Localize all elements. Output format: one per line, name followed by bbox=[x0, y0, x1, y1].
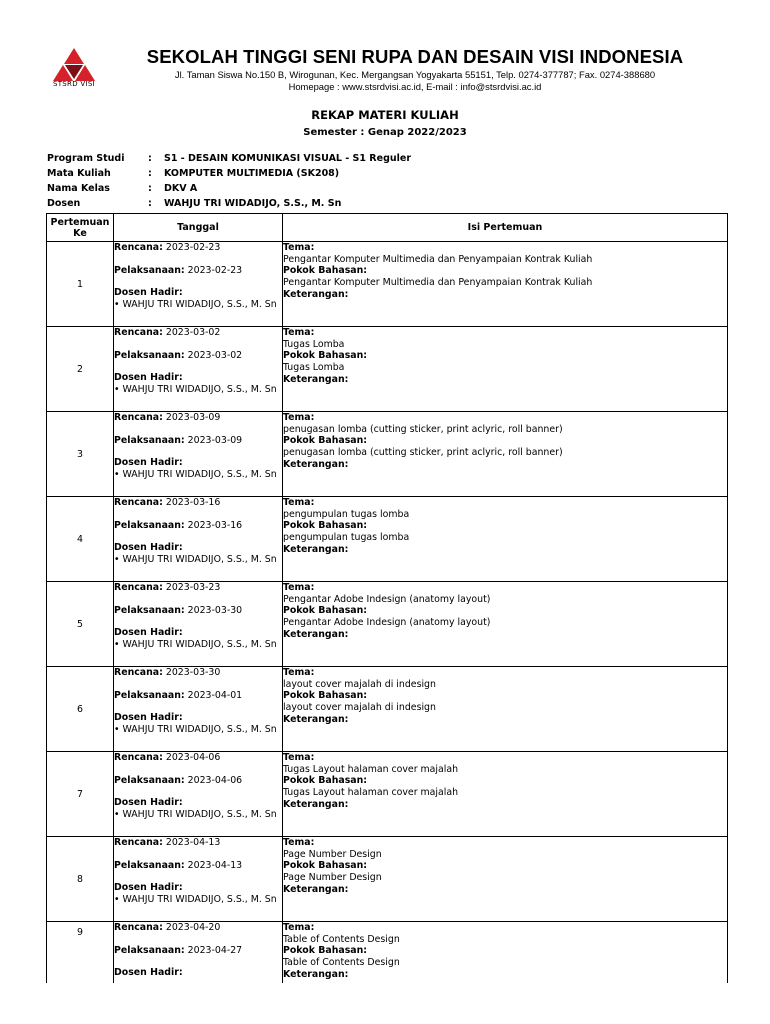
logo-caption: STSRD VISI bbox=[52, 80, 95, 88]
info-row-nama-kelas bbox=[47, 183, 727, 198]
rencana-date: 2023-03-16 bbox=[165, 497, 221, 508]
pelaksanaan-date: 2023-04-01 bbox=[187, 689, 243, 701]
pelaksanaan-label: Pelaksanaan: bbox=[114, 689, 185, 701]
keterangan-label: Keterangan: bbox=[283, 543, 349, 555]
pelaksanaan-label: Pelaksanaan: bbox=[114, 519, 185, 531]
pelaksanaan-label: Pelaksanaan: bbox=[114, 774, 185, 786]
dosen-hadir-name: • WAHJU TRI WIDADIJO, S.S., M. Sn bbox=[114, 299, 277, 311]
tema-label: Tema: bbox=[283, 242, 315, 253]
tema-text: pengumpulan tugas lomba bbox=[283, 508, 410, 520]
info-label: Dosen bbox=[47, 198, 81, 209]
header-isi: Isi Pertemuan bbox=[283, 214, 728, 242]
tema-text: Pengantar Adobe Indesign (anatomy layout) bbox=[283, 593, 491, 605]
course-info bbox=[47, 153, 727, 213]
content-cell bbox=[283, 837, 728, 922]
tema-text: Page Number Design bbox=[283, 848, 382, 860]
info-colon: : bbox=[148, 198, 152, 209]
pelaksanaan-date: 2023-04-13 bbox=[187, 859, 243, 871]
content-cell bbox=[283, 242, 728, 327]
date-cell bbox=[114, 752, 283, 837]
dosen-hadir-label: Dosen Hadir: bbox=[114, 967, 183, 979]
info-colon: : bbox=[148, 183, 152, 194]
pokok-bahasan-label: Pokok Bahasan: bbox=[283, 265, 368, 277]
pokok-bahasan-label: Pokok Bahasan: bbox=[283, 435, 368, 447]
pokok-bahasan-text: Tugas Layout halaman cover majalah bbox=[283, 787, 459, 799]
rencana-label: Rencana: bbox=[114, 752, 163, 763]
pelaksanaan-date: 2023-04-27 bbox=[187, 944, 243, 956]
logo-triangle-top bbox=[64, 48, 84, 64]
rencana-date: 2023-04-20 bbox=[165, 922, 221, 933]
info-colon: : bbox=[148, 153, 152, 164]
pelaksanaan-label: Pelaksanaan: bbox=[114, 604, 185, 616]
dosen-hadir-label: Dosen Hadir: bbox=[114, 457, 183, 469]
rekap-table bbox=[46, 213, 728, 983]
keterangan-label: Keterangan: bbox=[283, 288, 349, 300]
keterangan-label: Keterangan: bbox=[283, 798, 349, 810]
content-cell bbox=[283, 327, 728, 412]
tema-label: Tema: bbox=[283, 327, 315, 338]
tema-label: Tema: bbox=[283, 582, 315, 593]
rencana-label: Rencana: bbox=[114, 497, 163, 508]
tema-text: Tugas Lomba bbox=[283, 338, 345, 350]
date-cell bbox=[114, 412, 283, 497]
content-cell bbox=[283, 497, 728, 582]
info-label: Mata Kuliah bbox=[47, 168, 111, 179]
tema-label: Tema: bbox=[283, 667, 315, 678]
dosen-hadir-name: • WAHJU TRI WIDADIJO, S.S., M. Sn bbox=[114, 554, 277, 566]
info-colon: : bbox=[148, 168, 152, 179]
table-row bbox=[47, 582, 728, 667]
pelaksanaan-date: 2023-03-02 bbox=[187, 349, 243, 361]
dosen-hadir-label: Dosen Hadir: bbox=[114, 882, 183, 894]
pokok-bahasan-text: Pengantar Komputer Multimedia dan Penyampaian Kontrak Kuliah bbox=[283, 277, 593, 289]
rencana-label: Rencana: bbox=[114, 922, 163, 933]
rencana-label: Rencana: bbox=[114, 667, 163, 678]
pokok-bahasan-label: Pokok Bahasan: bbox=[283, 775, 368, 787]
rencana-label: Rencana: bbox=[114, 837, 163, 848]
dosen-hadir-name: • WAHJU TRI WIDADIJO, S.S., M. Sn bbox=[114, 639, 277, 651]
content-cell bbox=[283, 752, 728, 837]
rencana-label: Rencana: bbox=[114, 582, 163, 593]
pokok-bahasan-text: Pengantar Adobe Indesign (anatomy layout) bbox=[283, 617, 491, 629]
pelaksanaan-date: 2023-04-06 bbox=[187, 774, 243, 786]
table-row bbox=[47, 752, 728, 837]
rencana-date: 2023-04-13 bbox=[165, 837, 221, 848]
tema-text: Table of Contents Design bbox=[283, 933, 400, 945]
rencana-date: 2023-03-23 bbox=[165, 582, 221, 593]
content-cell bbox=[283, 582, 728, 667]
rencana-date: 2023-03-09 bbox=[165, 412, 221, 423]
keterangan-label: Keterangan: bbox=[283, 628, 349, 640]
pokok-bahasan-label: Pokok Bahasan: bbox=[283, 860, 368, 872]
header-pertemuan: Pertemuan Ke bbox=[47, 214, 114, 242]
info-label: Nama Kelas bbox=[47, 183, 110, 194]
meeting-number: 3 bbox=[47, 412, 114, 497]
table-header-row bbox=[47, 214, 728, 242]
pokok-bahasan-text: Page Number Design bbox=[283, 872, 382, 884]
info-value: DKV A bbox=[164, 183, 198, 194]
date-cell bbox=[114, 242, 283, 327]
info-row-mata-kuliah bbox=[47, 168, 727, 183]
institution-homepage: Homepage : www.stsrdvisi.ac.id, E-mail : info@stsrdvisi.ac.id bbox=[288, 81, 542, 92]
date-cell bbox=[114, 922, 283, 984]
keterangan-label: Keterangan: bbox=[283, 968, 349, 980]
dosen-hadir-name: • WAHJU TRI WIDADIJO, S.S., M. Sn bbox=[114, 469, 277, 481]
pokok-bahasan-text: Tugas Lomba bbox=[283, 362, 345, 374]
tema-text: Pengantar Komputer Multimedia dan Penyampaian Kontrak Kuliah bbox=[283, 253, 593, 265]
info-value: WAHJU TRI WIDADIJO, S.S., M. Sn bbox=[164, 198, 342, 209]
date-cell bbox=[114, 582, 283, 667]
document-title: REKAP MATERI KULIAH bbox=[311, 108, 459, 122]
dosen-hadir-label: Dosen Hadir: bbox=[114, 287, 183, 299]
pokok-bahasan-text: penugasan lomba (cutting sticker, print aclyric, roll banner) bbox=[283, 447, 563, 459]
dosen-hadir-label: Dosen Hadir: bbox=[114, 542, 183, 554]
pelaksanaan-date: 2023-03-30 bbox=[187, 604, 243, 616]
date-cell bbox=[114, 837, 283, 922]
tema-label: Tema: bbox=[283, 922, 315, 933]
pelaksanaan-date: 2023-03-09 bbox=[187, 434, 243, 446]
meeting-number: 4 bbox=[47, 497, 114, 582]
pokok-bahasan-label: Pokok Bahasan: bbox=[283, 690, 368, 702]
pelaksanaan-date: 2023-02-23 bbox=[187, 264, 243, 276]
pelaksanaan-label: Pelaksanaan: bbox=[114, 944, 185, 956]
date-cell bbox=[114, 327, 283, 412]
rencana-date: 2023-03-30 bbox=[165, 667, 221, 678]
info-label: Program Studi bbox=[47, 153, 125, 164]
date-cell bbox=[114, 497, 283, 582]
pokok-bahasan-text: Table of Contents Design bbox=[283, 957, 400, 969]
meeting-number: 2 bbox=[47, 327, 114, 412]
table-row bbox=[47, 412, 728, 497]
table-body bbox=[47, 242, 728, 984]
dosen-hadir-label: Dosen Hadir: bbox=[114, 372, 183, 384]
info-value: S1 - DESAIN KOMUNIKASI VISUAL - S1 Reguler bbox=[164, 153, 412, 164]
tema-label: Tema: bbox=[283, 497, 315, 508]
pokok-bahasan-label: Pokok Bahasan: bbox=[283, 945, 368, 957]
tema-label: Tema: bbox=[283, 412, 315, 423]
meeting-number: 1 bbox=[47, 242, 114, 327]
rencana-date: 2023-02-23 bbox=[165, 242, 221, 253]
rencana-label: Rencana: bbox=[114, 327, 163, 338]
content-cell bbox=[283, 667, 728, 752]
tema-text: Tugas Layout halaman cover majalah bbox=[283, 763, 459, 775]
tema-text: layout cover majalah di indesign bbox=[283, 678, 436, 690]
dosen-hadir-name: • WAHJU TRI WIDADIJO, S.S., M. Sn bbox=[114, 724, 277, 736]
meeting-number: 6 bbox=[47, 667, 114, 752]
dosen-hadir-label: Dosen Hadir: bbox=[114, 627, 183, 639]
table-row bbox=[47, 242, 728, 327]
pelaksanaan-label: Pelaksanaan: bbox=[114, 859, 185, 871]
tema-label: Tema: bbox=[283, 837, 315, 848]
tema-text: penugasan lomba (cutting sticker, print aclyric, roll banner) bbox=[283, 423, 563, 435]
table-row bbox=[47, 837, 728, 922]
institution-name: SEKOLAH TINGGI SENI RUPA DAN DESAIN VISI INDONESIA bbox=[146, 46, 684, 67]
institution-address: Jl. Taman Siswa No.150 B, Wirogunan, Kec. Mergangsan Yogyakarta 55151, Telp. 0274-377787; Fax. 0274-388680 bbox=[174, 69, 656, 80]
table-row bbox=[47, 667, 728, 752]
info-value: KOMPUTER MULTIMEDIA (SK208) bbox=[164, 168, 340, 179]
pokok-bahasan-label: Pokok Bahasan: bbox=[283, 520, 368, 532]
header-tanggal: Tanggal bbox=[114, 214, 283, 242]
info-row-program-studi bbox=[47, 153, 727, 168]
table-row bbox=[47, 327, 728, 412]
keterangan-label: Keterangan: bbox=[283, 458, 349, 470]
meeting-number: 9 bbox=[47, 922, 114, 984]
keterangan-label: Keterangan: bbox=[283, 713, 349, 725]
pokok-bahasan-label: Pokok Bahasan: bbox=[283, 605, 368, 617]
pelaksanaan-label: Pelaksanaan: bbox=[114, 349, 185, 361]
pelaksanaan-date: 2023-03-16 bbox=[187, 519, 243, 531]
meeting-number: 8 bbox=[47, 837, 114, 922]
dosen-hadir-name: • WAHJU TRI WIDADIJO, S.S., M. Sn bbox=[114, 809, 277, 821]
content-cell bbox=[283, 412, 728, 497]
pokok-bahasan-label: Pokok Bahasan: bbox=[283, 350, 368, 362]
content-cell bbox=[283, 922, 728, 984]
keterangan-label: Keterangan: bbox=[283, 373, 349, 385]
meeting-number: 7 bbox=[47, 752, 114, 837]
rencana-label: Rencana: bbox=[114, 412, 163, 423]
pokok-bahasan-text: layout cover majalah di indesign bbox=[283, 702, 436, 714]
table-row bbox=[47, 922, 728, 984]
dosen-hadir-label: Dosen Hadir: bbox=[114, 797, 183, 809]
semester-label: Semester : Genap 2022/2023 bbox=[303, 127, 467, 138]
dosen-hadir-name: • WAHJU TRI WIDADIJO, S.S., M. Sn bbox=[114, 384, 277, 396]
rencana-label: Rencana: bbox=[114, 242, 163, 253]
rencana-date: 2023-04-06 bbox=[165, 752, 221, 763]
dosen-hadir-name: • WAHJU TRI WIDADIJO, S.S., M. Sn bbox=[114, 894, 277, 906]
pelaksanaan-label: Pelaksanaan: bbox=[114, 264, 185, 276]
tema-label: Tema: bbox=[283, 752, 315, 763]
pelaksanaan-label: Pelaksanaan: bbox=[114, 434, 185, 446]
meeting-number: 5 bbox=[47, 582, 114, 667]
keterangan-label: Keterangan: bbox=[283, 883, 349, 895]
table-row bbox=[47, 497, 728, 582]
date-cell bbox=[114, 667, 283, 752]
pokok-bahasan-text: pengumpulan tugas lomba bbox=[283, 532, 410, 544]
dosen-hadir-label: Dosen Hadir: bbox=[114, 712, 183, 724]
info-row-dosen bbox=[47, 198, 727, 213]
rencana-date: 2023-03-02 bbox=[165, 327, 221, 338]
